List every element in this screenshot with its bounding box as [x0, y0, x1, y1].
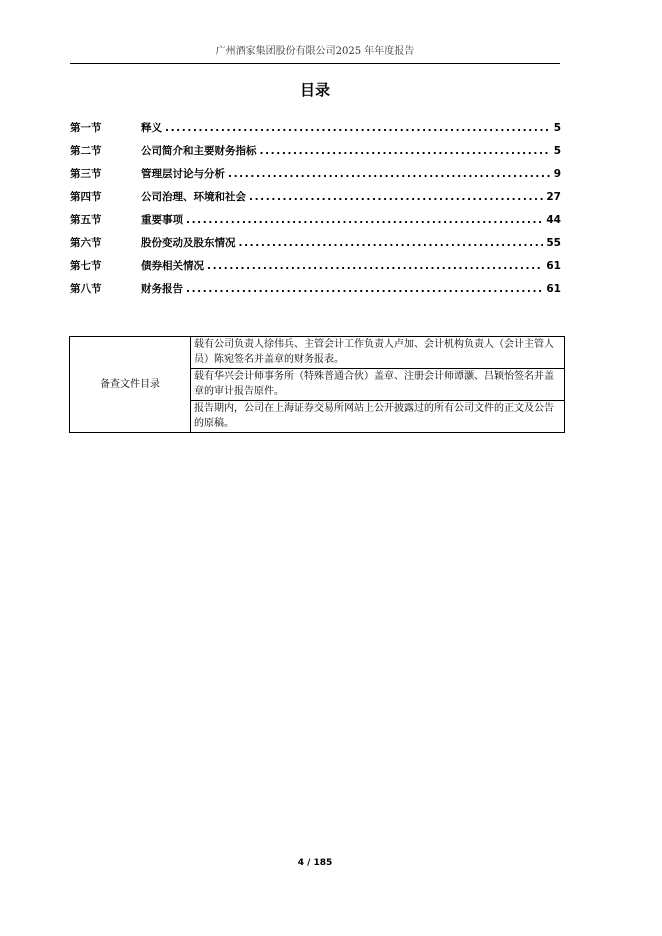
toc-section-name: 释义: [141, 122, 162, 134]
reference-document-item: 载有公司负责人徐伟兵、主管会计工作负责人卢加、会计机构负责人（会计主管人员）陈宛签名并盖章的财务报表。: [191, 337, 565, 369]
toc-page-number: 5: [553, 122, 561, 134]
toc-page-number: 27: [546, 191, 561, 203]
reference-documents-table: [69, 336, 565, 433]
toc-section-name: 重要事项: [141, 214, 183, 226]
page-header: 广州酒家集团股份有限公司2025 年年度报告: [215, 46, 415, 57]
toc-section-number: 第五节: [70, 214, 102, 226]
toc-page-number: 61: [546, 283, 561, 295]
toc-dot-leader: [249, 189, 543, 205]
page-number: 4 / 185: [297, 858, 333, 868]
toc-section-number: 第六节: [70, 237, 102, 249]
toc-page-number: 55: [546, 237, 561, 249]
toc-entry-6[interactable]: [70, 235, 561, 258]
toc-page-number: 9: [553, 168, 561, 180]
reference-document-item: 报告期内，公司在上海证券交易所网站上公开披露过的所有公司文件的正文及公告的原稿。: [191, 401, 565, 433]
toc-entry-7[interactable]: [70, 258, 561, 281]
toc-dot-leader: [207, 258, 543, 274]
toc-entry-8[interactable]: [70, 281, 561, 304]
toc-title: 目录: [299, 81, 330, 99]
toc-entry-5[interactable]: [70, 212, 561, 235]
toc-section-number: 第二节: [70, 145, 102, 157]
toc-section-number: 第七节: [70, 260, 102, 272]
toc-dot-leader: [186, 212, 543, 228]
toc-page-number: 5: [553, 145, 561, 157]
reference-documents-label: 备查文件目录: [70, 337, 191, 433]
toc-section-name: 管理层讨论与分析: [141, 168, 225, 180]
toc-entry-4[interactable]: [70, 189, 561, 212]
toc-list: [70, 120, 561, 304]
toc-section-number: 第三节: [70, 168, 102, 180]
toc-entry-3[interactable]: [70, 166, 561, 189]
toc-section-name: 公司治理、环境和社会: [141, 191, 246, 203]
toc-section-number: 第四节: [70, 191, 102, 203]
toc-page-number: 44: [546, 214, 561, 226]
toc-section-number: 第八节: [70, 283, 102, 295]
toc-section-name: 股份变动及股东情况: [141, 237, 236, 249]
toc-dot-leader: [186, 281, 543, 297]
toc-entry-1[interactable]: [70, 120, 561, 143]
toc-entry-2[interactable]: [70, 143, 561, 166]
toc-dot-leader: [260, 143, 551, 159]
toc-page-number: 61: [546, 260, 561, 272]
reference-document-item: 载有华兴会计师事务所（特殊普通合伙）盖章、注册会计师谭灏、吕颖怡签名并盖章的审计报告原件。: [191, 369, 565, 401]
toc-section-name: 公司简介和主要财务指标: [141, 145, 257, 157]
toc-section-number: 第一节: [70, 122, 102, 134]
toc-dot-leader: [165, 120, 551, 136]
header-rule: [70, 63, 560, 64]
toc-dot-leader: [239, 235, 544, 251]
table-row: [70, 337, 565, 369]
toc-dot-leader: [228, 166, 551, 182]
toc-section-name: 财务报告: [141, 283, 183, 295]
toc-section-name: 债券相关情况: [141, 260, 204, 272]
